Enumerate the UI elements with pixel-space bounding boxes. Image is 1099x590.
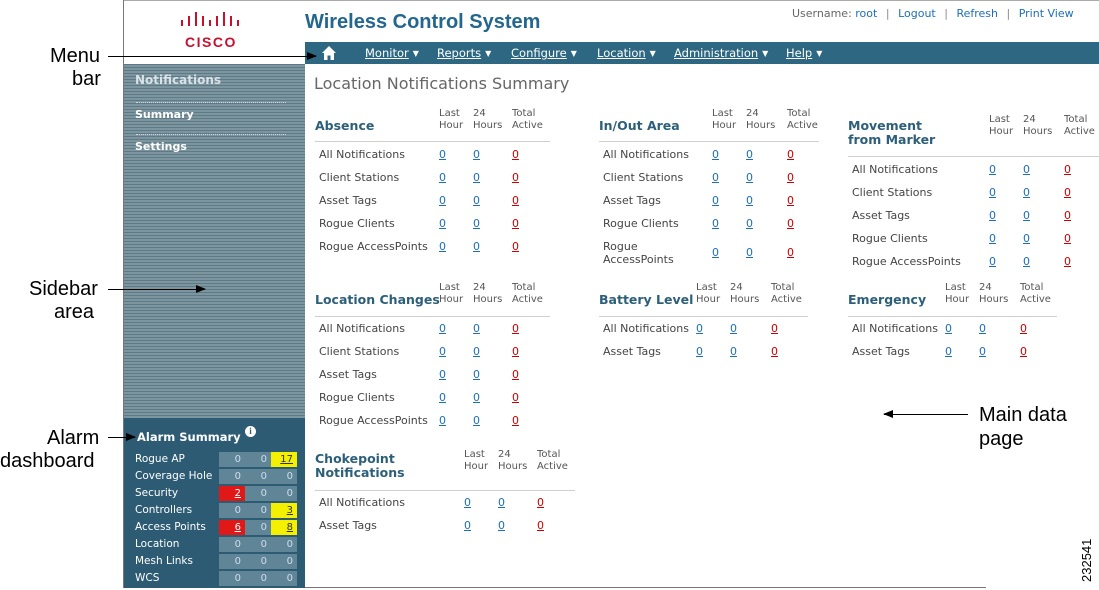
notification-count-link[interactable]: 0 [473,217,480,230]
notification-count-link[interactable]: 0 [746,148,753,161]
dropdown-caret-icon: ▼ [762,49,769,58]
notification-count-link[interactable]: 0 [439,391,446,404]
notification-count-link[interactable]: 0 [1023,232,1030,245]
alarm-count-cell[interactable]: 0 [245,452,271,467]
alarm-row [124,536,305,552]
notification-count-link[interactable]: 0 [473,391,480,404]
notification-count-link[interactable]: 0 [498,496,505,509]
column-header: Total Active [787,108,818,131]
column-header: Last Hour [464,449,489,472]
block-divider [315,316,550,317]
menu-label: Administration [674,46,759,60]
callout-sidebar-line1: Sidebar [29,278,98,300]
callout-alarm-line1: Alarm [47,427,100,449]
notification-count-link[interactable]: 0 [512,217,519,230]
separator: | [1006,7,1011,20]
notification-row-label: Rogue Clients [852,232,928,245]
notification-count-link[interactable]: 0 [1023,186,1030,199]
block-divider [315,490,575,491]
block-title: Movement from Marker [848,118,936,147]
alarm-count-cell[interactable]: 6 [219,520,245,535]
notification-count-link[interactable]: 0 [787,217,794,230]
notification-count-link[interactable]: 0 [439,171,446,184]
notification-count-link[interactable]: 0 [439,322,446,335]
alarm-count-cell[interactable]: 0 [271,554,297,569]
notification-row-label: Asset Tags [852,209,910,222]
notification-count-link[interactable]: 0 [439,345,446,358]
notification-count-link[interactable]: 0 [730,322,737,335]
notification-count-link[interactable]: 0 [712,246,719,259]
alarm-row [124,468,305,484]
notification-count-link[interactable]: 0 [989,186,996,199]
notification-row-label: Asset Tags [603,194,661,207]
dropdown-caret-icon: ▼ [816,49,823,58]
sidebar-divider [136,102,286,103]
notification-count-link[interactable]: 0 [1023,255,1030,268]
notification-count-link[interactable]: 0 [512,345,519,358]
alarm-row-label: Controllers [135,504,193,516]
notification-row-label: Rogue Clients [319,391,395,404]
notification-count-link[interactable]: 0 [1020,345,1027,358]
notification-count-link[interactable]: 0 [979,345,986,358]
column-header: 24 Hours [979,282,1009,305]
notification-row-label: Asset Tags [319,519,377,532]
alarm-summary-title: Alarm Summary [137,430,241,444]
alarm-count-cell[interactable]: 8 [271,520,297,535]
notification-count-link[interactable]: 0 [439,368,446,381]
notification-count-link[interactable]: 0 [512,322,519,335]
notification-count-link[interactable]: 0 [439,414,446,427]
column-header: 24 Hours [473,282,503,305]
notification-count-link[interactable]: 0 [1064,209,1071,222]
notification-count-link[interactable]: 0 [787,171,794,184]
notification-count-link[interactable]: 0 [439,148,446,161]
column-header: 24 Hours [473,108,503,131]
notification-row-label: Rogue AccessPoints [319,240,428,253]
menu-help[interactable] [786,46,822,60]
notification-count-link[interactable]: 0 [439,194,446,207]
sidebar-divider [136,134,286,135]
alarm-count-cell[interactable]: 0 [245,503,271,518]
column-header: Last Hour [439,282,464,305]
callout-sidebar-line2: area [54,301,95,323]
column-header: 24 Hours [498,449,528,472]
block-title: Location Changes [315,292,440,307]
notification-count-link[interactable]: 0 [473,414,480,427]
menu-label: Reports [437,46,482,60]
column-header: 24 Hours [730,282,760,305]
notification-row-label: All Notifications [852,322,938,335]
alarm-row-label: Security [135,487,179,499]
notification-count-link[interactable]: 0 [945,322,952,335]
notification-row-label: Asset Tags [852,345,910,358]
alarm-count-cell[interactable]: 0 [245,486,271,501]
notification-count-link[interactable]: 0 [473,240,480,253]
notification-count-link[interactable]: 0 [537,519,544,532]
notification-count-link[interactable]: 0 [746,171,753,184]
menu-configure[interactable] [511,46,577,60]
notification-row-label: Rogue AccessPoints [603,240,674,266]
notification-count-link[interactable]: 0 [1023,163,1030,176]
dropdown-caret-icon: ▼ [485,49,492,58]
block-divider [848,156,1099,157]
block-divider [599,141,819,142]
username-value: root [855,7,878,20]
sidebar-heading: Notifications [135,73,222,87]
notification-row-label: Asset Tags [319,194,377,207]
notification-count-link[interactable]: 0 [771,322,778,335]
notification-count-link[interactable]: 0 [989,232,996,245]
notification-row-label: All Notifications [603,148,689,161]
notification-count-link[interactable]: 0 [787,246,794,259]
column-header: 24 Hours [746,108,776,131]
alarm-row [124,570,305,586]
notification-row-label: Client Stations [852,186,933,199]
notification-block [315,108,550,263]
notification-count-link[interactable]: 0 [746,246,753,259]
alarm-row [124,502,305,518]
menu-reports[interactable] [437,46,491,60]
alarm-row-label: Access Points [135,521,206,533]
separator: | [944,7,948,20]
menu-label: Configure [511,46,567,60]
notification-count-link[interactable]: 0 [473,368,480,381]
notification-block [848,282,1057,368]
column-header: Last Hour [696,282,721,305]
alarm-row [124,519,305,535]
notification-count-link[interactable]: 0 [1064,186,1071,199]
notification-row-label: All Notifications [319,322,405,335]
block-title: Battery Level [599,292,694,307]
callout-alarm-line2: dashboard [0,450,95,472]
notification-row-label: Client Stations [603,171,684,184]
alarm-row [124,553,305,569]
menu-monitor[interactable] [365,46,419,60]
alarm-row [124,485,305,501]
alarm-row [124,451,305,467]
sidebar-item-settings[interactable]: Settings [135,140,187,153]
notification-row-label: Asset Tags [319,368,377,381]
notification-count-link[interactable]: 0 [945,345,952,358]
dropdown-caret-icon: ▼ [649,49,656,58]
column-header: Last Hour [439,108,464,131]
column-header: 24 Hours [1023,114,1053,137]
callout-main-line2: page [979,428,1024,450]
info-icon[interactable]: i [245,426,256,437]
notification-row-label: All Notifications [603,322,689,335]
notification-count-link[interactable]: 0 [498,519,505,532]
alarm-count-cell[interactable]: 0 [219,469,245,484]
notification-row-label: All Notifications [852,163,938,176]
alarm-count-cell[interactable]: 0 [245,469,271,484]
notification-count-link[interactable]: 0 [746,194,753,207]
notification-count-link[interactable]: 0 [464,519,471,532]
notification-count-link[interactable]: 0 [512,368,519,381]
callout-arrow-sidebar [108,289,205,290]
cisco-logo-text: CISCO [185,34,237,50]
alarm-count-cell[interactable]: 2 [219,486,245,501]
alarm-count-cell[interactable]: 0 [245,554,271,569]
block-title: Emergency [848,292,927,307]
notification-count-link[interactable]: 0 [537,496,544,509]
notification-row-label: Asset Tags [603,345,661,358]
notification-count-link[interactable]: 0 [746,217,753,230]
notification-count-link[interactable]: 0 [730,345,737,358]
block-title: In/Out Area [599,118,680,133]
column-header: Last Hour [989,114,1014,137]
sidebar-item-summary[interactable]: Summary [135,108,194,121]
frame-top-border [123,0,1099,1]
notification-row-label: Rogue Clients [319,217,395,230]
separator: | [885,7,890,20]
notification-count-link[interactable]: 0 [464,496,471,509]
alarm-count-cell[interactable]: 0 [271,469,297,484]
notification-block [599,108,819,266]
notification-count-link[interactable]: 0 [712,217,719,230]
column-header: Total Active [537,449,568,472]
notification-count-link[interactable]: 0 [439,240,446,253]
alarm-row-label: Rogue AP [135,453,185,465]
alarm-count-cell[interactable]: 17 [271,452,297,467]
notification-count-link[interactable]: 0 [1064,163,1071,176]
callout-main-line1: Main data [979,404,1067,426]
notification-row-label: Rogue AccessPoints [319,414,428,427]
callout-arrow-menu-bar [108,56,316,57]
dropdown-caret-icon: ▼ [570,49,577,58]
alarm-count-cell[interactable]: 0 [271,571,297,586]
username-label: Username: [792,7,852,20]
home-icon[interactable] [321,45,337,61]
notification-count-link[interactable]: 0 [1020,322,1027,335]
notification-row-label: All Notifications [319,496,405,509]
notification-count-link[interactable]: 0 [989,163,996,176]
callout-arrow-main [884,414,968,415]
notification-count-link[interactable]: 0 [1023,209,1030,222]
block-divider [599,316,808,317]
alarm-count-cell[interactable]: 0 [219,537,245,552]
block-divider [315,141,550,142]
notification-count-link[interactable]: 0 [989,255,996,268]
notification-count-link[interactable]: 0 [1064,255,1071,268]
notification-row-label: Rogue Clients [603,217,679,230]
notification-count-link[interactable]: 0 [512,240,519,253]
logout-link[interactable]: Logout [898,7,936,20]
menu-label: Monitor [365,46,409,60]
column-header: Total Active [512,108,543,131]
print-view-link[interactable]: Print View [1018,7,1074,20]
notification-count-link[interactable]: 0 [979,322,986,335]
notification-row-label: All Notifications [319,148,405,161]
notification-row-label: Client Stations [319,171,400,184]
notification-count-link[interactable]: 0 [771,345,778,358]
notification-count-link[interactable]: 0 [787,194,794,207]
alarm-row-label: Location [135,538,180,550]
notification-block [315,449,575,542]
figure-number: 232541 [1079,538,1094,582]
block-title: Chokepoint Notifications [315,451,405,480]
menu-label: Help [786,46,813,60]
column-header: Last Hour [945,282,970,305]
callout-menu-bar-line2: bar [72,68,101,90]
notification-count-link[interactable]: 0 [473,322,480,335]
refresh-link[interactable]: Refresh [956,7,998,20]
notification-count-link[interactable]: 0 [1064,232,1071,245]
notification-count-link[interactable]: 0 [512,391,519,404]
alarm-count-cell[interactable]: 3 [271,503,297,518]
callout-menu-bar-line1: Menu [50,45,101,67]
column-header: Total Active [1020,282,1051,305]
notification-block [848,114,1099,278]
notification-count-link[interactable]: 0 [989,209,996,222]
menu-label: Location [597,46,646,60]
alarm-count-cell[interactable]: 0 [219,503,245,518]
notification-count-link[interactable]: 0 [512,148,519,161]
notification-count-link[interactable]: 0 [473,194,480,207]
alarm-row-label: Coverage Hole [135,470,213,482]
menu-location[interactable] [597,46,656,60]
menu-administration[interactable] [674,46,768,60]
notification-count-link[interactable]: 0 [712,171,719,184]
column-header: Total Active [771,282,802,305]
notification-count-link[interactable]: 0 [512,171,519,184]
notification-count-link[interactable]: 0 [512,414,519,427]
callout-arrow-alarm [108,437,135,438]
dropdown-caret-icon: ▼ [412,49,419,58]
notification-count-link[interactable]: 0 [473,345,480,358]
alarm-count-cell[interactable]: 0 [219,554,245,569]
notification-block [599,282,808,368]
alarm-count-cell[interactable]: 0 [245,520,271,535]
notification-block [315,282,550,437]
block-divider [848,316,1057,317]
alarm-count-cell[interactable]: 0 [245,571,271,586]
alarm-count-cell[interactable]: 0 [219,571,245,586]
alarm-row-label: WCS [135,572,160,584]
notification-count-link[interactable]: 0 [696,345,703,358]
page-title: Location Notifications Summary [314,74,570,93]
notification-count-link[interactable]: 0 [473,148,480,161]
column-header: Total Active [1064,114,1095,137]
app-title: Wireless Control System [305,11,541,33]
alarm-count-cell[interactable]: 0 [245,537,271,552]
alarm-row-label: Mesh Links [135,555,193,567]
top-utility-bar [792,7,1074,20]
notification-count-link[interactable]: 0 [787,148,794,161]
column-header: Total Active [512,282,543,305]
notification-count-link[interactable]: 0 [473,171,480,184]
block-title: Absence [315,118,375,133]
notification-count-link[interactable]: 0 [712,148,719,161]
notification-count-link[interactable]: 0 [712,194,719,207]
notification-row-label: Client Stations [319,345,400,358]
alarm-count-cell[interactable]: 0 [219,452,245,467]
notification-count-link[interactable]: 0 [696,322,703,335]
notification-row-label: Rogue AccessPoints [852,255,961,268]
notification-count-link[interactable]: 0 [439,217,446,230]
column-header: Last Hour [712,108,737,131]
notification-count-link[interactable]: 0 [512,194,519,207]
alarm-count-cell[interactable]: 0 [271,537,297,552]
alarm-count-cell[interactable]: 0 [271,486,297,501]
